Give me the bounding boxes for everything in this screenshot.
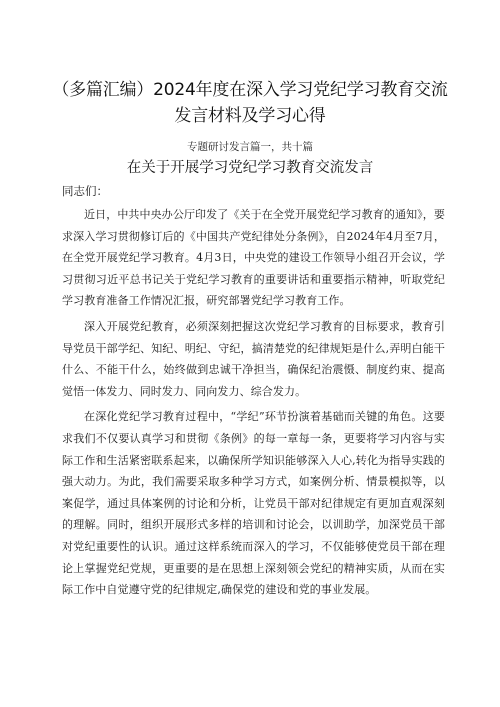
body-paragraph-1: 近日，中共中央办公厅印发了《关于在全党开展党纪学习教育的通知》，要求深入学习贯彻修订后的《中国共产党纪律处分条例》，自2024年4月至7月，在全党开展党纪学习教育。4月3日，中央党的建设工作领导小组召开会议，学习贯彻习近平总书记关于党纪学习教育的重要讲话和重要指示精神，听取党纪学习教育准备工作情况汇报，研究部署党纪学习教育工作。: [62, 208, 445, 308]
body-paragraph-3: 在深化党纪学习教育过程中，“学纪”环节扮演着基础而关键的角色。这要求我们不仅要认真学习和贯彻《条例》的每一章每一条，更要将学习内容与实际工作和生活紧密联系起来，以确保所学知识能够深入人心,转化为指导实践的强大动力。为此，我们需要采取多种学习方式，如案例分析、情景模拟等，以案促学，通过具体案例的讨论和分析，让党员干部对纪律规定有更加直观深刻的理解。同时，组织开展形式多样的培训和讨论会，以训助学，加深党员干部对党纪重要性的认识。通过这样系统而深入的学习，不仅能够使党员干部在理论上掌握党纪党规，更重要的是在思想上深刻领会党纪的精神实质，从而在实际工作中自觉遵守党的纪律规定,确保党的建设和党的事业发展。: [62, 410, 445, 597]
salutation: 同志们：: [62, 184, 108, 198]
body-paragraph-2: 深入开展党纪教育，必须深刻把握这次党纪学习教育的目标要求，教育引导党员干部学纪、知纪、明纪、守纪，搞清楚党的纪律规矩是什么,弄明白能干什么、不能干什么，始终做到忠诚干净担当，确保纪治震慑、制度约束、提高觉悟一体发力、同时发力、同向发力、综合发力。: [62, 319, 445, 398]
document-title-line-1: （多篇汇编）2024年度在深入学习党纪学习教育交流: [52, 80, 448, 100]
document-body: [62, 204, 445, 605]
document-title-line-2: 发言材料及学习心得: [174, 106, 326, 126]
series-heading: 专题研讨发言篇一，共十篇: [187, 141, 313, 153]
speech-title: 在关于开展学习党纪学习教育交流发言: [126, 160, 374, 176]
